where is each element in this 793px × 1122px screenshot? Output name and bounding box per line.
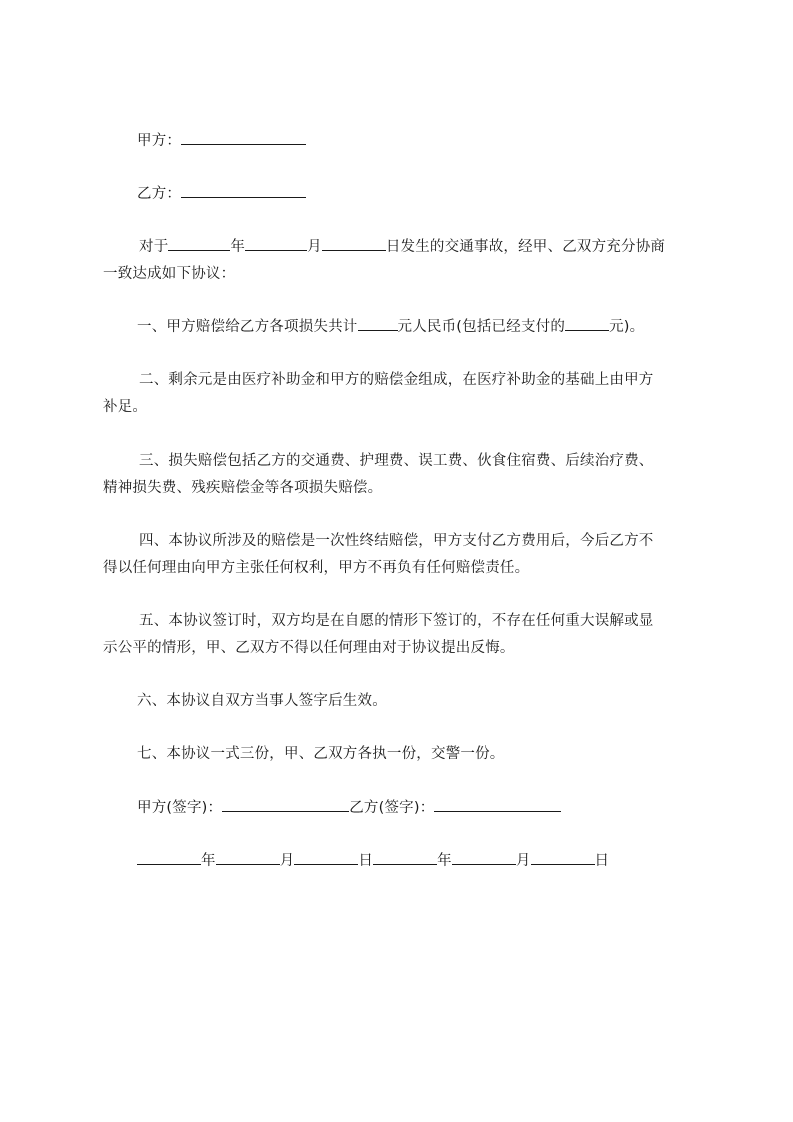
clause-1 [103,314,737,341]
clause-1-amount-blank [358,315,398,331]
intro-line-1 [103,234,739,261]
party-a-blank [181,129,306,145]
date-b-year: 年 [437,853,452,869]
clause-7: 七、本协议一式三份，甲、乙双方各执一份，交警一份。 [137,746,505,762]
date-a-day-blank [294,849,358,865]
clause-5-line-1: 五、本协议签订时，双方均是在自愿的情形下签订的，不存在任何重大误解或显 [139,613,654,629]
clause-2-line-2: 补足。 [103,399,148,415]
party-b-signature-label: 乙方(签字)： [349,800,435,816]
signature-line [103,795,737,822]
party-a-signature-label: 甲方(签字)： [137,800,223,816]
date-a-month-blank [216,849,280,865]
date-b-year-blank [373,849,437,865]
intro-prefix: 对于 [139,239,169,255]
clause-1-suffix: 元)。 [609,319,645,335]
party-b-signature-blank [434,796,561,812]
intro-day-blank [322,235,386,251]
party-b-line [103,181,737,208]
clause-4-line-1: 四、本协议所涉及的赔偿是一次性终结赔偿，甲方支付乙方费用后，今后乙方不 [139,533,654,549]
intro-suffix: 日发生的交通事故，经甲、乙双方充分协商 [385,239,666,255]
intro-month: 月 [307,239,322,255]
intro-year-blank [168,235,230,251]
clause-5-line-2: 示公平的情形，甲、乙双方不得以任何理由对于协议提出反悔。 [103,640,515,656]
intro-month-blank [245,235,307,251]
party-b-label: 乙方： [137,186,182,202]
date-a-year: 年 [201,853,216,869]
date-line [103,848,737,875]
date-b-month: 月 [515,853,531,869]
clause-3-line-1: 三、损失赔偿包括乙方的交通费、护理费、误工费、伙食住宿费、后续治疗费、 [139,453,654,469]
clause-1-middle: 元人民币(包括已经支付的 [397,319,566,335]
clause-6: 六、本协议自双方当事人签字后生效。 [137,693,387,709]
clause-1-paid-blank [565,315,609,331]
date-a-year-blank [137,849,201,865]
date-b-day: 日 [594,853,610,869]
date-b-day-blank [531,849,595,865]
clause-4-line-2: 得以任何理由向甲方主张任何权利，甲方不再负有任何赔偿责任。 [103,560,530,576]
clause-3-line-2: 精神损失费、残疾赔偿金等各项损失赔偿。 [103,480,383,496]
date-a-day: 日 [358,853,374,869]
party-b-blank [181,182,306,198]
clause-2-line-1: 二、剩余元是由医疗补助金和甲方的赔偿金组成，在医疗补助金的基础上由甲方 [139,372,654,388]
clause-1-prefix: 一、甲方赔偿给乙方各项损失共计 [137,319,358,335]
party-a-label: 甲方： [137,133,182,149]
date-a-month: 月 [279,853,295,869]
party-a-line [103,128,737,155]
party-a-signature-blank [222,796,349,812]
date-b-month-blank [452,849,516,865]
intro-line-2: 一致达成如下协议： [103,266,236,282]
intro-year: 年 [230,239,246,255]
